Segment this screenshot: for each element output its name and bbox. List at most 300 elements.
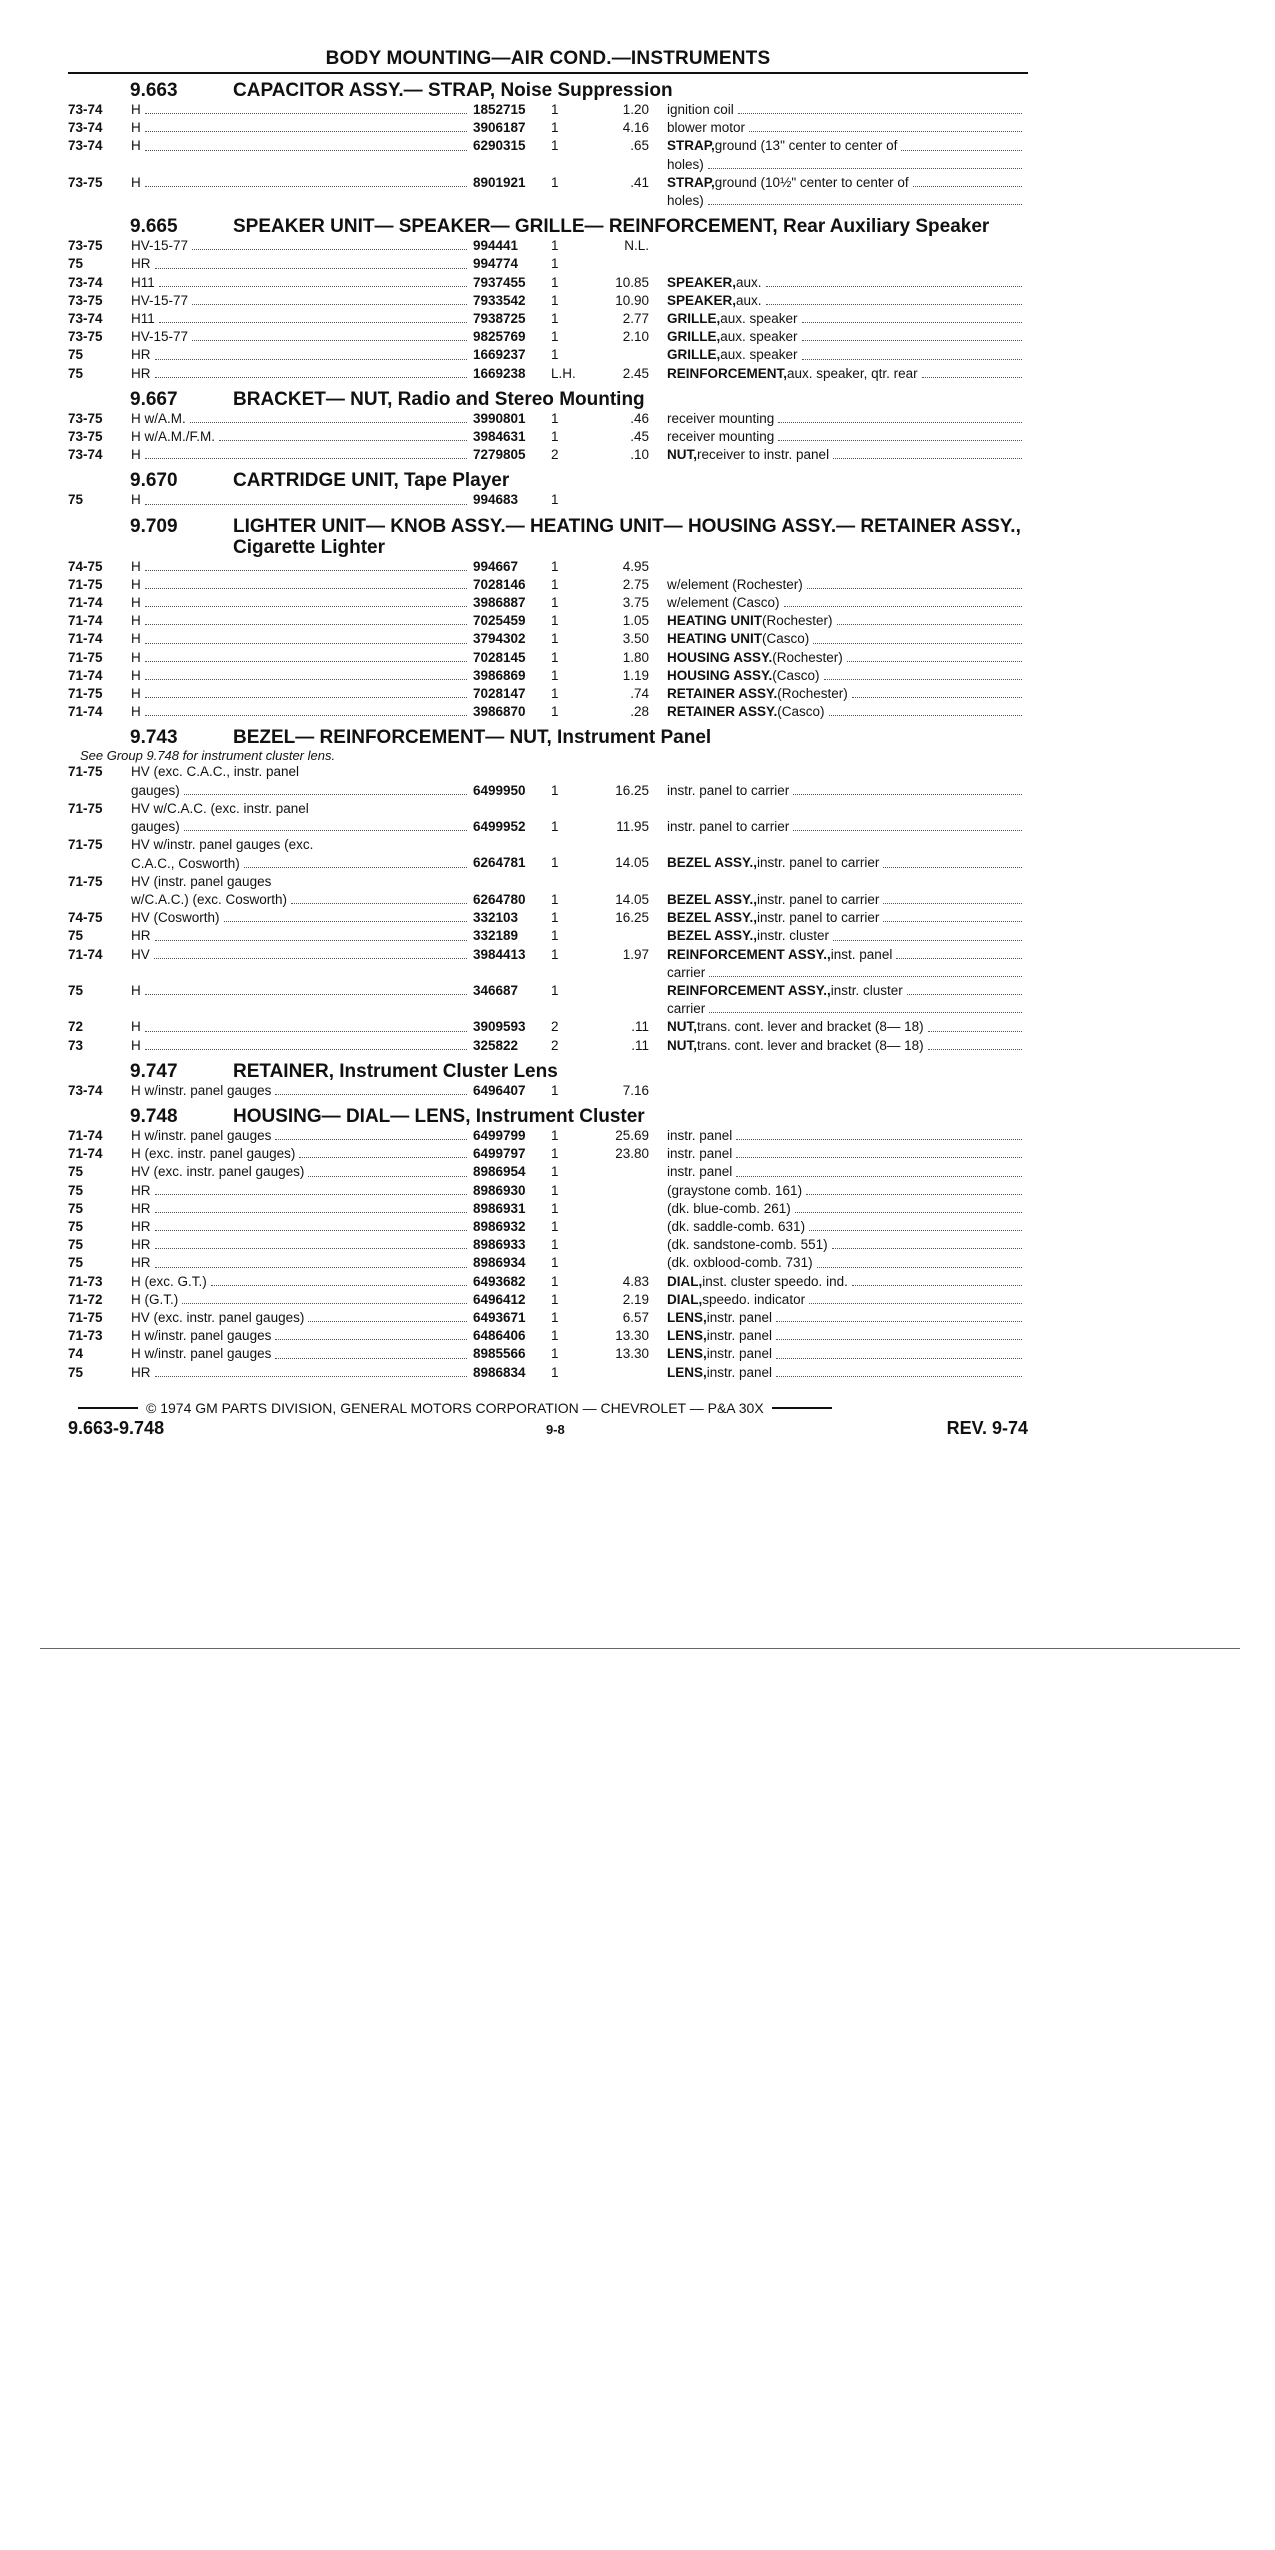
model-text: H	[131, 982, 141, 998]
description-text: speedo. indicator	[702, 1291, 806, 1307]
usage-description	[667, 1309, 1028, 1327]
description-line	[667, 1291, 1028, 1309]
model-text: HR	[131, 1182, 151, 1198]
description-line	[667, 1345, 1028, 1363]
price: 7.16	[622, 1082, 649, 1098]
model-year: 73-74	[68, 1082, 103, 1098]
model-year: 75	[68, 1200, 84, 1216]
section-note: See Group 9.748 for instrument cluster lens.	[80, 748, 336, 764]
model-line	[131, 119, 473, 137]
model-text: H	[131, 576, 141, 592]
price: 1.05	[622, 613, 649, 629]
table-row	[68, 800, 1028, 836]
model-line	[131, 763, 473, 781]
dot-leader	[155, 1212, 468, 1213]
dot-leader	[145, 679, 467, 680]
model-description	[131, 909, 473, 927]
description-bold: GRILLE,	[667, 329, 721, 345]
quantity: 1	[551, 910, 559, 926]
model-text: HR	[131, 1255, 151, 1271]
dot-leader	[829, 715, 1022, 716]
quantity: 1	[551, 256, 559, 272]
model-text: gauges)	[131, 819, 180, 835]
model-line	[131, 428, 473, 446]
quantity: 1	[551, 686, 559, 702]
model-line	[131, 1037, 473, 1055]
price: 4.16	[622, 120, 649, 136]
description-bold: REINFORCEMENT ASSY.,	[667, 982, 831, 998]
model-year: 74-75	[68, 558, 103, 574]
quantity: 1	[551, 1364, 559, 1380]
model-text: H	[131, 613, 141, 629]
model-description	[131, 1082, 473, 1100]
model-year: 73-75	[68, 174, 103, 190]
model-line	[131, 909, 473, 927]
description-bold: SPEAKER,	[667, 274, 737, 290]
model-text: H	[131, 1037, 141, 1053]
quantity: 1	[551, 292, 559, 308]
section-title: HOUSING— DIAL— LENS, Instrument Cluster	[233, 1105, 645, 1127]
description-bold: SPEAKER,	[667, 292, 737, 308]
model-line	[131, 612, 473, 630]
price: 1.80	[622, 649, 649, 665]
quantity: 1	[551, 667, 559, 683]
dot-leader	[883, 921, 1022, 922]
part-number: 7028145	[473, 649, 526, 665]
description-line	[667, 119, 1028, 137]
usage-description	[667, 1327, 1028, 1345]
model-text: HV (exc. C.A.C., instr. panel	[131, 764, 300, 780]
description-bold: LENS,	[667, 1328, 707, 1344]
section-number: 9.670	[130, 470, 178, 492]
part-number: 346687	[473, 982, 519, 998]
model-line	[131, 927, 473, 945]
description-text: holes)	[667, 193, 704, 209]
part-number: 3906187	[473, 120, 526, 136]
usage-description	[667, 703, 1028, 721]
model-year: 75	[68, 256, 84, 272]
description-line	[667, 685, 1028, 703]
model-line	[131, 237, 473, 255]
table-row	[68, 667, 1028, 685]
part-number: 8986930	[473, 1182, 526, 1198]
table-row	[68, 346, 1028, 364]
description-text: instr. panel to carrier	[757, 891, 880, 907]
model-year: 73-75	[68, 292, 103, 308]
table-row	[68, 119, 1028, 137]
dot-leader	[145, 458, 467, 459]
model-text: H	[131, 492, 141, 508]
usage-description	[667, 1127, 1028, 1145]
table-row	[68, 1236, 1028, 1254]
usage-description	[667, 274, 1028, 292]
table-row	[68, 1273, 1028, 1291]
quantity: 1	[551, 631, 559, 647]
part-number: 3986869	[473, 667, 526, 683]
table-row	[68, 491, 1028, 509]
dot-leader	[809, 1303, 1022, 1304]
quantity: 1	[551, 649, 559, 665]
section-heading	[68, 516, 1028, 558]
model-text: H	[131, 558, 141, 574]
model-line	[131, 946, 473, 964]
description-text: receiver to instr. panel	[697, 447, 830, 463]
part-number: 9825769	[473, 329, 526, 345]
price: 13.30	[615, 1328, 649, 1344]
description-line	[667, 667, 1028, 685]
model-year: 71-75	[68, 837, 103, 853]
table-row	[68, 428, 1028, 446]
table-row	[68, 365, 1028, 383]
model-year: 71-74	[68, 595, 103, 611]
description-text: (Rochester)	[772, 649, 843, 665]
description-bold: LENS,	[667, 1309, 707, 1325]
table-row	[68, 1163, 1028, 1181]
part-number: 7025459	[473, 613, 526, 629]
description-bold: LENS,	[667, 1346, 707, 1362]
usage-description	[667, 137, 1028, 173]
quantity: 1	[551, 855, 559, 871]
quantity: 1	[551, 1255, 559, 1271]
section-heading	[68, 389, 1028, 410]
dot-leader	[784, 606, 1022, 607]
price: .28	[630, 704, 649, 720]
model-description	[131, 101, 473, 119]
description-text: ignition coil	[667, 102, 734, 117]
description-line	[667, 909, 1028, 927]
quantity: 1	[551, 558, 559, 574]
model-line	[131, 558, 473, 576]
price: .10	[630, 447, 649, 463]
quantity: 1	[551, 174, 559, 190]
dot-leader	[824, 679, 1022, 680]
model-text: HV (instr. panel gauges	[131, 873, 272, 889]
price: 3.50	[622, 631, 649, 647]
description-line	[667, 1000, 1028, 1018]
price: 2.19	[622, 1291, 649, 1307]
part-number: 7938725	[473, 311, 526, 327]
model-text: H	[131, 649, 141, 665]
dot-leader	[896, 958, 1022, 959]
model-description	[131, 137, 473, 155]
model-description	[131, 1145, 473, 1163]
part-number: 3909593	[473, 1019, 526, 1035]
usage-description	[667, 1291, 1028, 1309]
model-description	[131, 873, 473, 909]
part-number: 7279805	[473, 447, 526, 463]
dot-leader	[802, 322, 1022, 323]
model-year: 73-75	[68, 429, 103, 445]
part-number: 3794302	[473, 631, 526, 647]
quantity: 1	[551, 274, 559, 290]
price: 10.85	[615, 274, 649, 290]
usage-description	[667, 1163, 1028, 1181]
price: .65	[630, 138, 649, 154]
description-line	[667, 1127, 1028, 1145]
model-line	[131, 328, 473, 346]
section-title: BEZEL— REINFORCEMENT— NUT, Instrument Panel	[233, 727, 712, 749]
part-number: 3990801	[473, 410, 526, 426]
model-year: 71-72	[68, 1291, 103, 1307]
dot-leader	[291, 903, 467, 904]
part-number: 994667	[473, 558, 519, 574]
table-row	[68, 255, 1028, 273]
part-number: 6290315	[473, 138, 526, 154]
table-row	[68, 946, 1028, 982]
table-row	[68, 763, 1028, 799]
model-description	[131, 174, 473, 192]
model-text: H (exc. instr. panel gauges)	[131, 1146, 296, 1162]
quantity: 1	[551, 928, 559, 944]
model-description	[131, 1345, 473, 1363]
description-bold: LENS,	[667, 1364, 707, 1380]
model-line	[131, 782, 473, 800]
model-text: H w/instr. panel gauges	[131, 1346, 272, 1362]
model-description	[131, 1163, 473, 1181]
quantity: 2	[551, 1037, 559, 1053]
model-line	[131, 1345, 473, 1363]
usage-description	[667, 946, 1028, 982]
description-line	[667, 1182, 1028, 1200]
quantity: 1	[551, 1164, 559, 1180]
scan-artifact-line	[40, 1648, 1240, 1649]
section-9-663	[68, 80, 1028, 210]
dot-leader	[184, 794, 467, 795]
dot-leader	[275, 1094, 467, 1095]
usage-description	[667, 1218, 1028, 1236]
quantity: 1	[551, 1273, 559, 1289]
description-line	[667, 946, 1028, 964]
model-line	[131, 891, 473, 909]
model-year: 73-75	[68, 329, 103, 345]
description-text: instr. panel	[667, 1127, 733, 1143]
model-description	[131, 612, 473, 630]
dot-leader	[192, 340, 467, 341]
model-line	[131, 630, 473, 648]
part-number: 7028146	[473, 576, 526, 592]
price: .45	[630, 429, 649, 445]
table-row	[68, 1018, 1028, 1036]
section-number: 9.748	[130, 1105, 178, 1127]
model-description	[131, 1273, 473, 1291]
model-year: 71-73	[68, 1273, 103, 1289]
table-row	[68, 1327, 1028, 1345]
model-year: 75	[68, 492, 84, 508]
description-text: (graystone comb. 161)	[667, 1182, 803, 1198]
model-text: HR	[131, 1364, 151, 1380]
description-line	[667, 1254, 1028, 1272]
price: .41	[630, 174, 649, 190]
model-year: 75	[68, 1364, 84, 1380]
description-line	[667, 192, 1028, 210]
model-text: HV w/instr. panel gauges (exc.	[131, 837, 314, 853]
description-text: aux. speaker	[720, 347, 798, 363]
price: 2.75	[622, 576, 649, 592]
description-line	[667, 1364, 1028, 1382]
model-description	[131, 703, 473, 721]
table-row	[68, 237, 1028, 255]
model-line	[131, 667, 473, 685]
model-line	[131, 1082, 473, 1100]
description-line	[667, 703, 1028, 721]
dot-leader	[736, 1157, 1022, 1158]
footer-copyright-line	[68, 1400, 1028, 1416]
dot-leader	[145, 697, 467, 698]
description-line	[667, 612, 1028, 630]
description-line	[667, 927, 1028, 945]
description-bold: REINFORCEMENT ASSY.,	[667, 946, 831, 962]
footer-page-number: 9-8	[545, 1421, 565, 1437]
table-row	[68, 101, 1028, 119]
section-title: CARTRIDGE UNIT, Tape Player	[233, 470, 510, 492]
model-description	[131, 667, 473, 685]
description-line	[667, 310, 1028, 328]
dot-leader	[155, 377, 468, 378]
dot-leader	[852, 1285, 1022, 1286]
part-number: 8986932	[473, 1218, 526, 1234]
model-text: H (exc. G.T.)	[131, 1273, 207, 1289]
model-year: 71-74	[68, 946, 103, 962]
model-line	[131, 855, 473, 873]
quantity: 1	[551, 946, 559, 962]
part-number: 3986887	[473, 595, 526, 611]
section-title: CAPACITOR ASSY.— STRAP, Noise Suppression	[233, 80, 673, 101]
quantity: 1	[551, 410, 559, 426]
table-row	[68, 1309, 1028, 1327]
dot-leader	[308, 1176, 467, 1177]
price: 25.69	[615, 1127, 649, 1143]
model-text: H	[131, 174, 141, 190]
quantity: 2	[551, 1019, 559, 1035]
dot-leader	[776, 1358, 1022, 1359]
description-text: trans. cont. lever and bracket (8— 18)	[697, 1037, 924, 1053]
price: 10.90	[615, 292, 649, 308]
model-year: 71-75	[68, 1309, 103, 1325]
usage-description	[667, 410, 1028, 428]
description-line	[667, 594, 1028, 612]
model-year: 71-74	[68, 631, 103, 647]
section-heading	[68, 216, 1028, 237]
model-text: HR	[131, 256, 151, 272]
table-row	[68, 1127, 1028, 1145]
model-description	[131, 982, 473, 1000]
description-text: inst. panel	[830, 946, 893, 962]
price: .11	[631, 1019, 649, 1035]
model-line	[131, 873, 473, 891]
dot-leader	[928, 1031, 1022, 1032]
description-text: instr. panel	[667, 1164, 733, 1180]
footer-rule-left	[78, 1407, 138, 1409]
model-year: 71-75	[68, 764, 103, 780]
dot-leader	[145, 661, 467, 662]
model-description	[131, 685, 473, 703]
model-text: HV-15-77	[131, 238, 189, 254]
description-text: instr. panel	[667, 1146, 733, 1162]
table-row	[68, 310, 1028, 328]
model-line	[131, 292, 473, 310]
section-number: 9.663	[130, 80, 178, 101]
part-number: 1669238	[473, 365, 526, 381]
section-title: LIGHTER UNIT— KNOB ASSY.— HEATING UNIT— HOUSING ASSY.— RETAINER ASSY., Cigarette Lighter	[233, 515, 1021, 558]
dot-leader	[795, 1212, 1022, 1213]
table-row	[68, 137, 1028, 173]
description-bold: GRILLE,	[667, 347, 721, 363]
model-text: HV	[131, 946, 150, 962]
table-row	[68, 410, 1028, 428]
dot-leader	[155, 1267, 468, 1268]
model-description	[131, 558, 473, 576]
dot-leader	[275, 1339, 467, 1340]
dot-leader	[806, 1194, 1022, 1195]
quantity: 1	[551, 329, 559, 345]
description-text: (Casco)	[777, 704, 825, 720]
description-bold: HEATING UNIT	[667, 631, 762, 647]
description-text: aux. speaker, qtr. rear	[787, 365, 918, 381]
description-line	[667, 174, 1028, 192]
model-year: 71-74	[68, 1146, 103, 1162]
quantity: 1	[551, 429, 559, 445]
usage-description	[667, 310, 1028, 328]
model-line	[131, 1163, 473, 1181]
section-number: 9.747	[130, 1060, 178, 1082]
model-description	[131, 1236, 473, 1254]
description-line	[667, 649, 1028, 667]
dot-leader	[145, 994, 467, 995]
description-bold: BEZEL ASSY.,	[667, 855, 758, 871]
model-year: 73-74	[68, 311, 103, 327]
dot-leader	[155, 1194, 468, 1195]
model-line	[131, 255, 473, 273]
model-year: 73-74	[68, 102, 103, 117]
model-line	[131, 101, 473, 119]
table-row	[68, 1082, 1028, 1100]
description-text: aux.	[736, 292, 762, 308]
model-line	[131, 1364, 473, 1382]
price: 2.77	[622, 311, 649, 327]
description-bold: BEZEL ASSY.,	[667, 910, 758, 926]
description-line	[667, 630, 1028, 648]
dot-leader	[928, 1049, 1022, 1050]
model-year: 71-75	[68, 649, 103, 665]
description-bold: NUT,	[667, 1037, 697, 1053]
dot-leader	[155, 940, 468, 941]
model-line	[131, 800, 473, 818]
model-line	[131, 703, 473, 721]
usage-description	[667, 101, 1028, 119]
dot-leader	[224, 921, 467, 922]
dot-leader	[145, 643, 467, 644]
footer-range: 9.663-9.748	[68, 1417, 165, 1438]
usage-description	[667, 365, 1028, 383]
table-row	[68, 1254, 1028, 1272]
model-year: 71-74	[68, 704, 103, 720]
quantity: 1	[551, 102, 559, 117]
price: 14.05	[615, 891, 649, 907]
dot-leader	[145, 1049, 467, 1050]
dot-leader	[883, 903, 1022, 904]
dot-leader	[708, 168, 1022, 169]
quantity: 1	[551, 492, 559, 508]
model-line	[131, 491, 473, 509]
usage-description	[667, 1345, 1028, 1363]
model-description	[131, 1327, 473, 1345]
part-number: 332103	[473, 910, 519, 926]
model-line	[131, 1145, 473, 1163]
description-text: (dk. blue-comb. 261)	[667, 1200, 791, 1216]
model-line	[131, 1327, 473, 1345]
description-bold: DIAL,	[667, 1273, 703, 1289]
usage-description	[667, 1200, 1028, 1218]
